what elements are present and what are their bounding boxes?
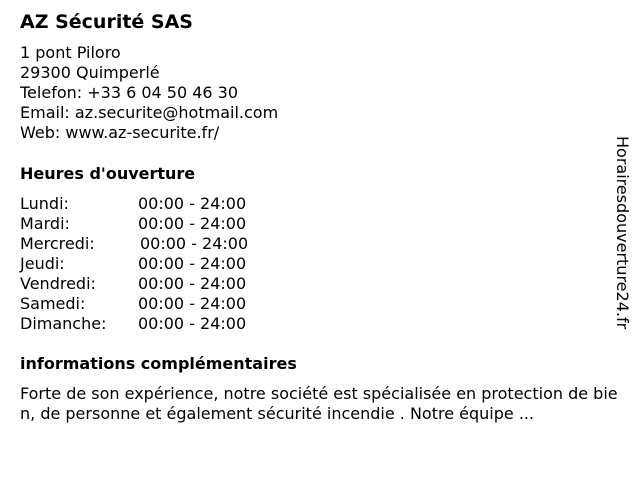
address-street: 1 pont Piloro (20, 43, 121, 62)
time-range: 00:00 - 24:00 (138, 294, 247, 313)
web-line: Web: www.az-securite.fr/ (20, 123, 220, 142)
time-range: 00:00 - 24:00 (140, 234, 249, 253)
time-range: 00:00 - 24:00 (138, 314, 247, 333)
info-description: Forte de son expérience, notre société est spécialisée en protection de bien, de personne et également sécurité incendie . Notre équipe ... (20, 384, 618, 423)
hours-row-wednesday (20, 234, 280, 254)
day-label: Dimanche: (20, 314, 107, 333)
day-label: Jeudi: (20, 254, 65, 273)
day-label: Samedi: (20, 294, 86, 313)
hours-heading: Heures d'ouverture (20, 164, 196, 183)
business-name: AZ Sécurité SAS (20, 11, 193, 33)
day-label: Vendredi: (20, 274, 96, 293)
day-label: Mardi: (20, 214, 70, 233)
site-watermark: Horairesdouverture24.fr (613, 136, 632, 330)
phone-line: Telefon: +33 6 04 50 46 30 (20, 83, 239, 102)
day-label: Lundi: (20, 194, 69, 213)
time-range: 00:00 - 24:00 (138, 214, 247, 233)
day-label: Mercredi: (20, 234, 95, 253)
email-line: Email: az.securite@hotmail.com (20, 103, 279, 122)
hours-row-friday (20, 274, 280, 294)
hours-row-sunday (20, 314, 280, 334)
hours-row-saturday (20, 294, 280, 314)
info-heading: informations complémentaires (20, 354, 297, 373)
time-range: 00:00 - 24:00 (138, 254, 247, 273)
address-block (20, 43, 278, 143)
hours-table (20, 194, 280, 334)
time-range: 00:00 - 24:00 (138, 194, 247, 213)
address-city: 29300 Quimperlé (20, 63, 160, 82)
time-range: 00:00 - 24:00 (138, 274, 247, 293)
hours-row-monday (20, 194, 280, 214)
hours-row-thursday (20, 254, 280, 274)
hours-row-tuesday (20, 214, 280, 234)
